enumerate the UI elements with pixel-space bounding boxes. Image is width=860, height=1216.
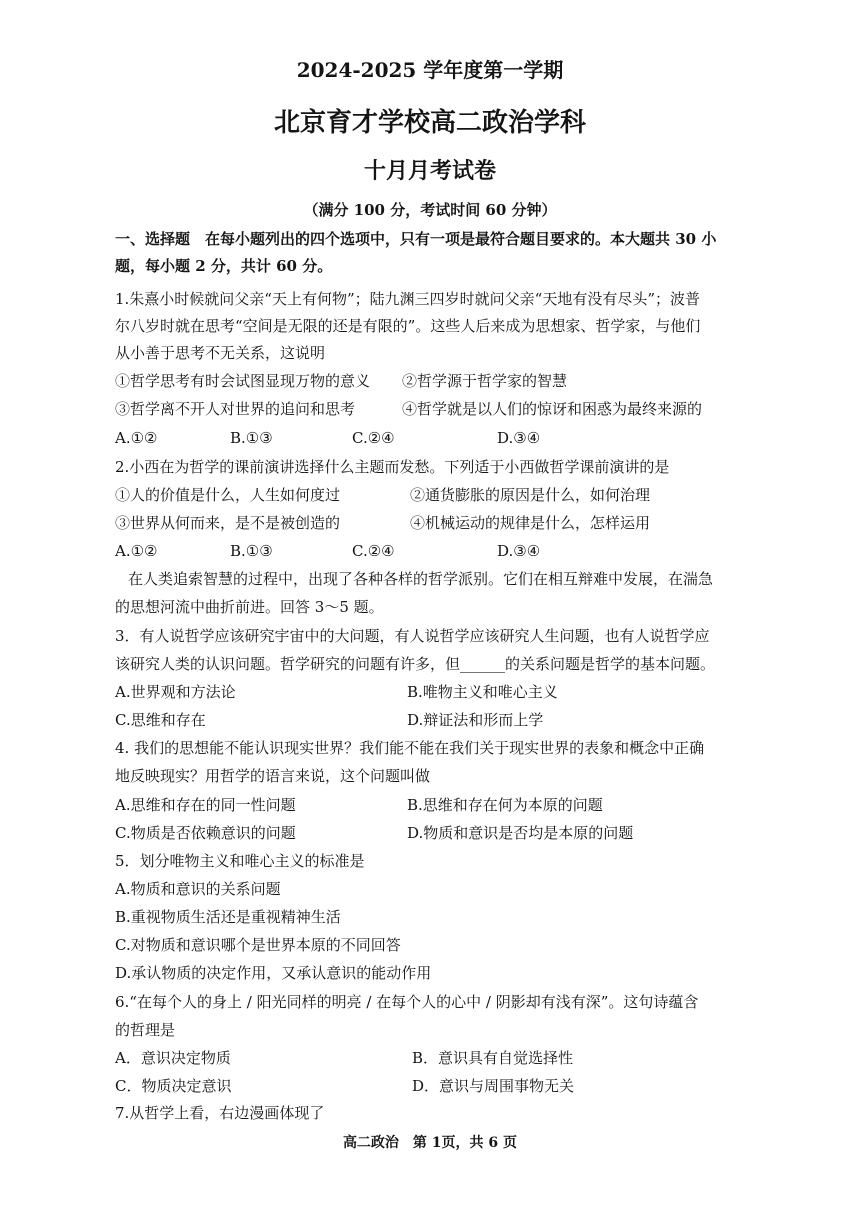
- q2-statement-1: ①人的价值是什么，人生如何度过: [115, 486, 341, 504]
- q4-option-d: D.物质和意识是否均是本原的问题: [407, 824, 634, 842]
- q6-option-c: C．物质决定意识: [115, 1077, 232, 1095]
- intro-line1: 在人类追索智慧的过程中，出现了各种各样的哲学派别。它们在相互辩难中发展，在湍急: [128, 570, 714, 588]
- exam-note: （满分 100 分，考试时间 60 分钟）: [303, 201, 557, 219]
- q6-option-d: D．意识与周围事物无关: [412, 1077, 575, 1095]
- section1-line1: 一、选择题 在每小题列出的四个选项中，只有一项是最符合题目要求的。本大题共 30 小: [115, 230, 717, 248]
- q2-statement-2: ②通货膨胀的原因是什么，如何治理: [410, 486, 651, 504]
- q3-option-b: B.唯物主义和唯心主义: [407, 683, 558, 701]
- q3-stem-line1: 3．有人说哲学应该研究宇宙中的大问题，有人说哲学应该研究人生问题，也有人说哲学应: [115, 627, 710, 645]
- q2-option-b: B.①③: [230, 542, 273, 560]
- q5-option-c: C.对物质和意识哪个是世界本原的不同回答: [115, 936, 401, 954]
- q3-stem-line2: 该研究人类的认识问题。哲学研究的问题有许多，但______的关系问题是哲学的基本问题。: [115, 655, 716, 673]
- q2-statement-4: ④机械运动的规律是什么，怎样运用: [410, 514, 651, 532]
- q1-option-d: D.③④: [497, 429, 541, 447]
- q2-option-a: A.①②: [115, 542, 158, 560]
- q2-option-d: D.③④: [497, 542, 541, 560]
- q6-stem-line2: 的哲理是: [115, 1021, 176, 1039]
- q2-option-c: C.②④: [352, 542, 395, 560]
- q4-option-b: B.思维和存在何为本原的问题: [407, 796, 603, 814]
- q1-option-c: C.②④: [352, 429, 395, 447]
- term-title: 2024-2025 学年度第一学期: [296, 58, 564, 82]
- q6-stem-line1: 6.“在每个人的身上 / 阳光同样的明亮 / 在每个人的心中 / 阴影却有浅有深”。这句诗蕴含: [115, 993, 699, 1011]
- section1-line2: 题，每小题 2 分，共计 60 分。: [115, 257, 333, 275]
- q1-statement-2: ②哲学源于哲学家的智慧: [402, 372, 568, 390]
- q2-statement-3: ③世界从何而来，是不是被创造的: [115, 514, 341, 532]
- q1-stem-line3: 从小善于思考不无关系，这说明: [115, 344, 326, 362]
- q2-stem-line1: 2.小西在为哲学的课前演讲选择什么主题而发愁。下列适于小西做哲学课前演讲的是: [115, 458, 670, 476]
- q1-statement-4: ④哲学就是以人们的惊讶和困惑为最终来源的: [402, 400, 703, 418]
- q4-option-c: C.物质是否依赖意识的问题: [115, 824, 296, 842]
- intro-line2: 的思想河流中曲折前进。回答 3～5 题。: [115, 598, 384, 616]
- q5-stem-line1: 5．划分唯物主义和唯心主义的标准是: [115, 852, 365, 870]
- q6-option-a: A．意识决定物质: [115, 1049, 231, 1067]
- q1-option-a: A.①②: [115, 429, 158, 447]
- q1-stem-line1: 1.朱熹小时候就问父亲“天上有何物”；陆九渊三四岁时就问父亲“天地有没有尽头”；波普: [115, 290, 700, 308]
- q1-statement-1: ①哲学思考有时会试图显现万物的意义: [115, 372, 371, 390]
- q6-option-b: B．意识具有自觉选择性: [412, 1049, 574, 1067]
- q1-option-b: B.①③: [230, 429, 273, 447]
- q4-stem-line1: 4. 我们的思想能不能认识现实世界？我们能不能在我们关于现实世界的表象和概念中正确: [115, 739, 705, 757]
- exam-title: 十月月考试卷: [363, 158, 496, 184]
- q5-option-b: B.重视物质生活还是重视精神生活: [115, 908, 341, 926]
- q3-option-d: D.辩证法和形而上学: [407, 711, 544, 729]
- q3-option-c: C.思维和存在: [115, 711, 206, 729]
- q5-option-a: A.物质和意识的关系问题: [115, 880, 281, 898]
- page-footer: 高二政治 第 1页，共 6 页: [342, 1135, 518, 1151]
- q1-stem-line2: 尔八岁时就在思考“空间是无限的还是有限的”。这些人后来成为思想家、哲学家，与他们: [115, 317, 701, 335]
- school-title: 北京育才学校高二政治学科: [273, 108, 586, 138]
- q4-stem-line2: 地反映现实？用哲学的语言来说，这个问题叫做: [115, 767, 431, 785]
- q7-stem-line1: 7.从哲学上看，右边漫画体现了: [115, 1104, 325, 1122]
- q3-option-a: A.世界观和方法论: [115, 683, 236, 701]
- q4-option-a: A.思维和存在的同一性问题: [115, 796, 296, 814]
- q1-statement-3: ③哲学离不开人对世界的追问和思考: [115, 400, 356, 418]
- q5-option-d: D.承认物质的决定作用，又承认意识的能动作用: [115, 964, 432, 982]
